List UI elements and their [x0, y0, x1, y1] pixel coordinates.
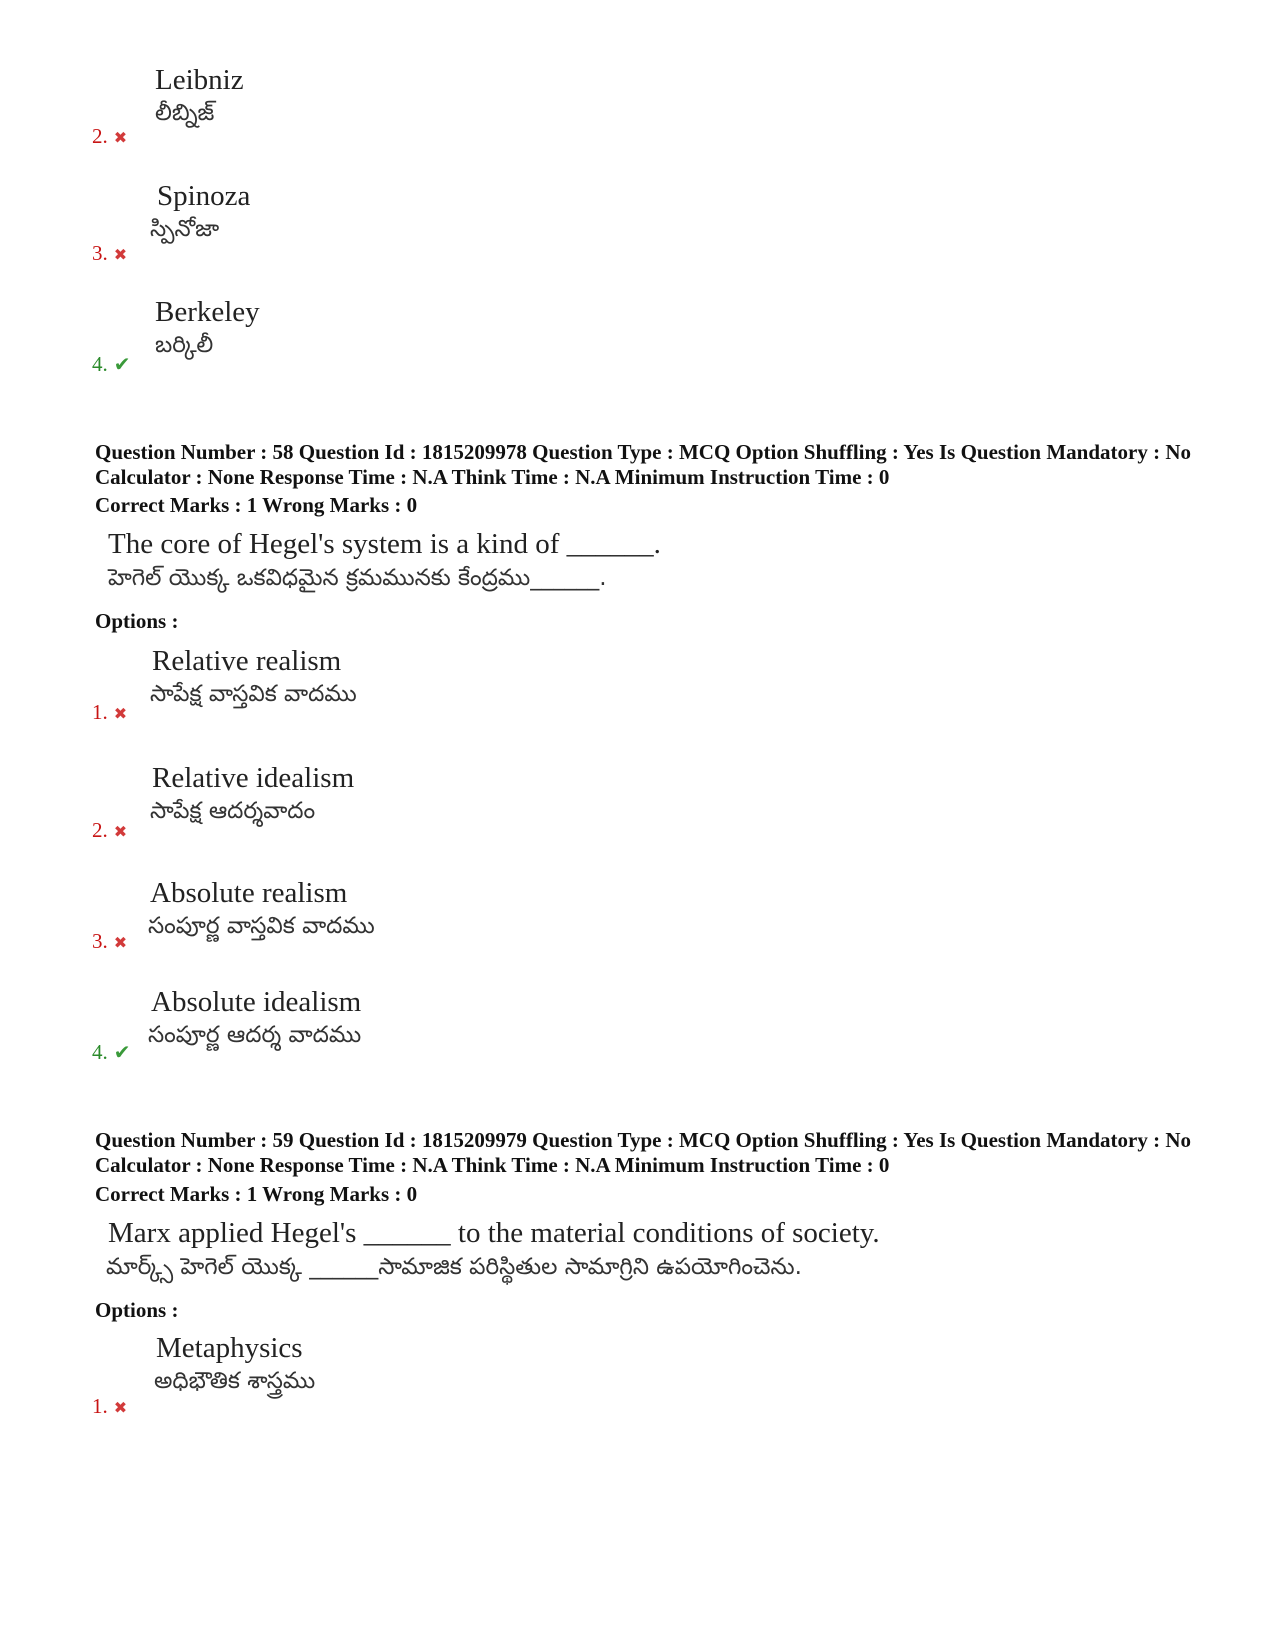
question-marks: Correct Marks : 1 Wrong Marks : 0	[95, 493, 418, 517]
check-mark-icon: ✔	[113, 352, 131, 376]
cross-mark-icon: ✖	[113, 933, 128, 952]
check-mark-icon: ✔	[113, 1040, 131, 1064]
cross-mark-icon: ✖	[113, 1398, 128, 1417]
option-text-en: Relative idealism	[152, 762, 355, 794]
cross-mark-icon: ✖	[113, 245, 128, 264]
option-number: 3. ✖	[92, 929, 128, 953]
question-text-en: Marx applied Hegel's ______ to the material conditions of society.	[108, 1217, 880, 1249]
option-text-te: బర్కిలీ	[155, 332, 214, 358]
option-text-en: Metaphysics	[156, 1332, 303, 1364]
question-text-te: మార్క్స్ హెగెల్ యొక్క ______సామాజిక పరిస్థితుల సామాగ్రిని ఉపయోగించెను.	[106, 1254, 802, 1280]
option-text-te: సంపూర్ణ వాస్తవిక వాదము	[148, 913, 375, 939]
cross-mark-icon: ✖	[113, 822, 128, 841]
cross-mark-icon: ✖	[113, 128, 128, 147]
option-text-te: సాపేక్ష వాస్తవిక వాదము	[150, 681, 357, 707]
option-number: 4. ✔	[92, 1040, 131, 1064]
question-meta: Question Number : 59 Question Id : 1815209979 Question Type : MCQ Option Shuffling : Yes Is Question Mandatory : No Calculator : None Response Time : N.A Think Time : N.A Minimum Instruction Time : 0	[95, 1128, 1191, 1177]
options-label: Options :	[95, 609, 179, 633]
option-text-en: Absolute realism	[150, 877, 348, 909]
option-text-en: Berkeley	[155, 296, 260, 328]
option-text-te: లీబ్నిజ్	[155, 100, 215, 126]
option-text-en: Leibniz	[155, 64, 244, 96]
option-text-te: అధిభౌతిక శాస్త్రము	[154, 1368, 316, 1394]
option-text-te: సంపూర్ణ ఆదర్శ వాదము	[148, 1022, 362, 1048]
option-text-te: స్పినోజా	[150, 216, 220, 242]
options-label: Options :	[95, 1298, 179, 1322]
option-text-te: సాపేక్ష ఆదర్శవాదం	[150, 798, 316, 824]
option-number: 3. ✖	[92, 241, 128, 265]
option-number: 2. ✖	[92, 124, 128, 148]
option-number: 2. ✖	[92, 818, 128, 842]
cross-mark-icon: ✖	[113, 704, 128, 723]
option-text-en: Absolute idealism	[151, 986, 362, 1018]
question-text-te: హెగెల్ యొక్క ఒకవిధమైన క్రమమునకు కేంద్రము______.	[108, 565, 607, 591]
question-text-en: The core of Hegel's system is a kind of ______.	[108, 528, 661, 560]
question-marks: Correct Marks : 1 Wrong Marks : 0	[95, 1182, 418, 1206]
option-number: 1. ✖	[92, 1394, 128, 1418]
question-meta: Question Number : 58 Question Id : 1815209978 Question Type : MCQ Option Shuffling : Yes Is Question Mandatory : No Calculator : None Response Time : N.A Think Time : N.A Minimum Instruction Time : 0	[95, 440, 1191, 489]
option-text-en: Relative realism	[152, 645, 342, 677]
option-number: 4. ✔	[92, 352, 131, 376]
option-number: 1. ✖	[92, 700, 128, 724]
option-text-en: Spinoza	[157, 180, 251, 212]
